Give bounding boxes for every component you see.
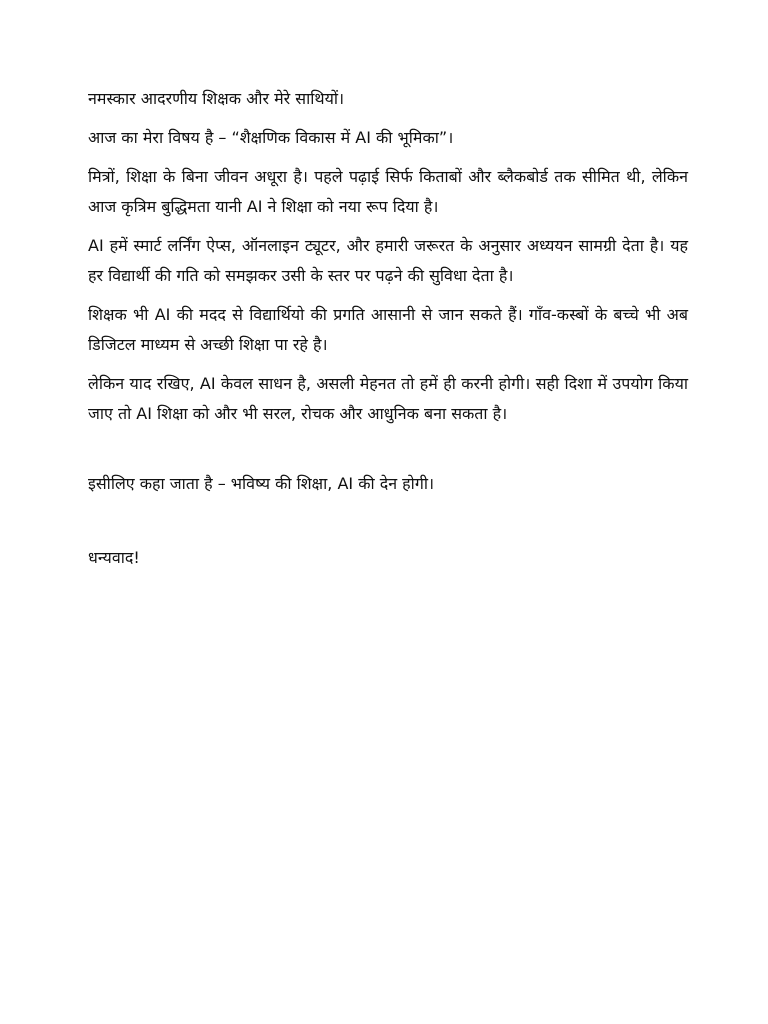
greeting-line: नमस्कार आदरणीय शिक्षक और मेरे साथियों। <box>88 89 345 108</box>
topic-line: आज का मेरा विषय है – “शैक्षणिक विकास में AI की भूमिका”। <box>88 128 454 147</box>
paragraph-intro: मित्रों, शिक्षा के बिना जीवन अधूरा है। पहले पढ़ाई सिर्फ किताबों और ब्लैकबोर्ड तक सीमित थी, लेकिन आज कृत्रिम बुद्धिमता यानी AI ने शिक्षा को नया रूप दिया है। <box>88 167 688 216</box>
conclusion-line: इसीलिए कहा जाता है – भविष्य की शिक्षा, AI की देन होगी। <box>88 474 435 493</box>
closing-line: धन्यवाद! <box>88 548 140 567</box>
paragraph-teachers: शिक्षक भी AI की मदद से विद्यार्थियो की प्रगति आसानी से जान सकते हैं। गाँव-कस्बों के बच्चे भी अब डिजिटल माध्यम से अच्छी शिक्षा पा रहे है। <box>88 305 688 354</box>
paragraph-ai-tools: AI हमें स्मार्ट लर्निंग ऐप्स, ऑनलाइन ट्यूटर, और हमारी जरूरत के अनुसार अध्ययन सामग्री देता है। यह हर विद्यार्थी की गति को समझकर उसी के स्तर पर पढ़ने की सुविधा देता है। <box>88 236 688 285</box>
speech-body <box>88 84 688 582</box>
paragraph-effort: लेकिन याद रखिए, AI केवल साधन है, असली मेहनत तो हमें ही करनी होगी। सही दिशा में उपयोग किया जाए तो AI शिक्षा को और भी सरल, रोचक और आधुनिक बना सकता है। <box>88 374 688 423</box>
